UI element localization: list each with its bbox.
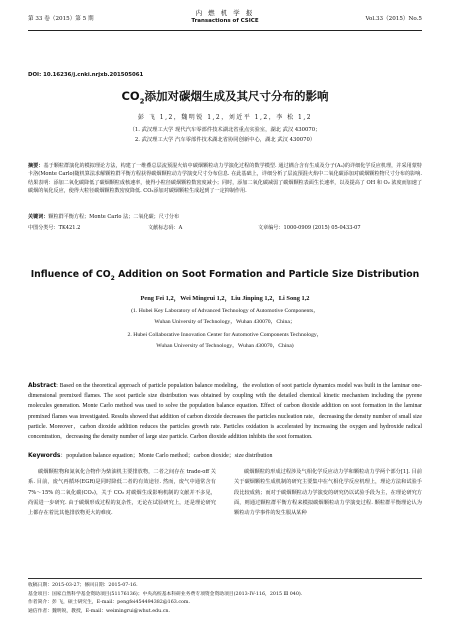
affiliation-en-3: 2. Hubei Collaborative Innovation Center for Automotive Components Technology， xyxy=(127,332,323,338)
abstract-cn xyxy=(28,162,422,196)
title-cn-suffix: 添加对碳烟生成及其尺寸分布的影响 xyxy=(144,89,329,103)
footnote-correspondence: 通信作者：魏明锐，教授，E-mail：weimingrui@whut.edu.cn. xyxy=(28,608,171,614)
clc-number: 中图分类号：TK421.2 xyxy=(28,225,81,231)
authors-cn: 彭 飞 1,2，魏明锐 1,2，刘近平 1,2，李 松 1,2 xyxy=(137,114,313,121)
affiliation-en-4: Wuhan University of Technology，Wuhan 430070，China) xyxy=(156,343,294,349)
journal-name-cn: 内 燃 机 学 报 xyxy=(195,9,255,17)
affiliation-cn-1: （1. 武汉理工大学 现代汽车零部件技术湖北省重点实验室，湖北 武汉 430070； xyxy=(129,127,321,133)
abstract-cn-label: 摘要： xyxy=(28,163,44,169)
keywords-en-text: ：population balance equation；Monte Carlo method；carbon dioxide；size distribution xyxy=(60,453,273,459)
title-en-sub: 2 xyxy=(110,274,115,282)
keywords-en-label: Keywords xyxy=(28,453,61,459)
footnote-received: 收稿日期：2015-03-27；修回日期：2015-07-16. xyxy=(28,583,138,588)
header-rule xyxy=(28,30,422,31)
document-code: 文献标志码：A xyxy=(148,225,183,231)
journal-volume-left: 第 33 卷（2015）第 5 期 xyxy=(28,16,94,22)
title-cn xyxy=(0,88,450,105)
keywords-cn-label: 关键词： xyxy=(28,214,49,220)
footnote-rule xyxy=(28,578,422,579)
abstract-en-label: Abstract xyxy=(28,383,57,389)
affiliation-en-1: (1. Hubei Key Laboratory of Advanced Technology of Automotive Components， xyxy=(131,308,319,314)
authors-en: Peng Fei 1,2，Wei Mingrui 1,2，Liu Jinping 1,2，Li Song 1,2 xyxy=(140,295,310,302)
keywords-cn-text: 颗粒群平衡方程；Monte Carlo 法；二氧化碳；尺寸分布 xyxy=(48,214,180,220)
abstract-en-text: : Based on the theoretical approach of particle population balance modeling，the evolution of soot particle dynamics model was built in the laminar one-dimensional premixed flames. The soot particle size distribution was obtained by coupling with the detailed chemical kinetic mechanism including the pyrene molecules generation. Monte Carlo method was used to solve the population balance equation. Effect of carbon dioxide addition on soot formation in the laminar premixed flames was investigated. Results showed that addition of carbon dioxide decreases the particles nucleation rate，decreasing the density number of small size particle. Moreover，carbon dioxide addition reduces the particles growth rate. Particles oxidation is accelerated by increasing the oxygen and hydroxide radical concentration，decreasing the density number of large size particle. Carbon dioxide addition inhibits the soot formation. xyxy=(28,383,422,441)
keywords-en xyxy=(28,450,422,459)
body-column-right: 碳烟颗粒的形成过程涉及气相化学反应动力学和颗粒动力学两个部分[1]. 目前关于碳烟颗粒生成机制的研究主要集中在气相化学反应机理上，理论方法和试验手段比较成熟；而对于碳烟颗粒动力学演变的研究仍以试验手段为主，在理论研究方面，则通过颗粒群平衡方程来模拟碳烟颗粒动力学演变过程. 颗粒群平衡理论认为颗粒动力学事件的发生服从某种 xyxy=(234,469,422,517)
title-cn-prefix: CO xyxy=(121,89,140,103)
footnotes xyxy=(28,582,422,616)
abstract-en xyxy=(28,381,422,442)
article-number: 文章编号：1000-0909 (2015) 05-0433-07 xyxy=(258,225,361,231)
title-en xyxy=(0,269,450,282)
abstract-cn-text: 基于颗粒群演化的模拟理论方法，构建了一维叠总层流预混火焰中碳烟颗粒动力学演化过程的数学模型. 通过耦合含有生成及分子(Aₙ)的详细化学反应机理，并采用蒙特卡洛(Monte Carlo)随机算法求解颗粒群平衡方程获得碳烟颗粒动力学演变尺寸分布信息. 在此基础上，详细分析了层流预混火焰中二氧化碳添加对碳烟颗粒物尺寸分布的影响. 结果表明：添加二氧化碳降低了碳烟颗粒成核速率，使得小粒径碳烟颗粒数密度减小；同时，添加二氧化碳减弱了碳烟颗粒表面生长速率，以及提高了 OH 和 O₂ 浓度而加速了碳烟的氧化反应，使得大粒径碳烟颗粒数密度降低. CO₂添加对碳烟颗粒生成起到了一定抑制作用. xyxy=(28,163,422,195)
body-column-left: 碳烟颗粒物和氮氧化合物作为柴油机主要排放物，二者之间存在 trade-off 关系. 目前，废气再循环(EGR)是同时降低二者的有效途径. 然而，废气中通常含有 7%～15% 的二氧化碳(CO₂)，关于 CO₂ 对碳烟生成影响机制的文献并不多见，尚需进一步研究. 由于碳烟形成过程的复杂性，无论在试验研究上，还是理论研究上都存在着比其他排放物更大的难度. xyxy=(28,469,216,517)
footnote-author: 作者简介：彭 飞，硕士研究生，E-mail：pengfei454494382@163.com. xyxy=(28,600,190,606)
journal-name-en: Transactions of CSICE xyxy=(191,18,259,24)
affiliation-cn-2: 2. 武汉理工大学 汽车零部件技术湖北省协同创新中心，湖北 武汉 430070） xyxy=(134,137,316,143)
journal-volume-right: Vol.33（2015）No.5 xyxy=(365,16,422,22)
keywords-cn xyxy=(28,213,422,220)
classification-row xyxy=(28,224,422,231)
affiliation-en-2: Wuhan University of Technology，Wuhan 430070，China； xyxy=(154,319,296,325)
title-en-prefix: Influence of CO xyxy=(30,269,111,280)
title-cn-sub: 2 xyxy=(139,97,145,106)
footnote-funding: 基金项目：国家自然科学基金资助项目(51176136)；中央高校基本科研业务费专项资金资助项目(2013-IV-116，2015 Ⅲ 040). xyxy=(28,591,303,597)
title-en-suffix: Addition on Soot Formation and Particle Size Distribution xyxy=(114,269,420,280)
doi: DOI: 10.16236/j.cnki.nrjxb.201505061 xyxy=(28,72,144,78)
